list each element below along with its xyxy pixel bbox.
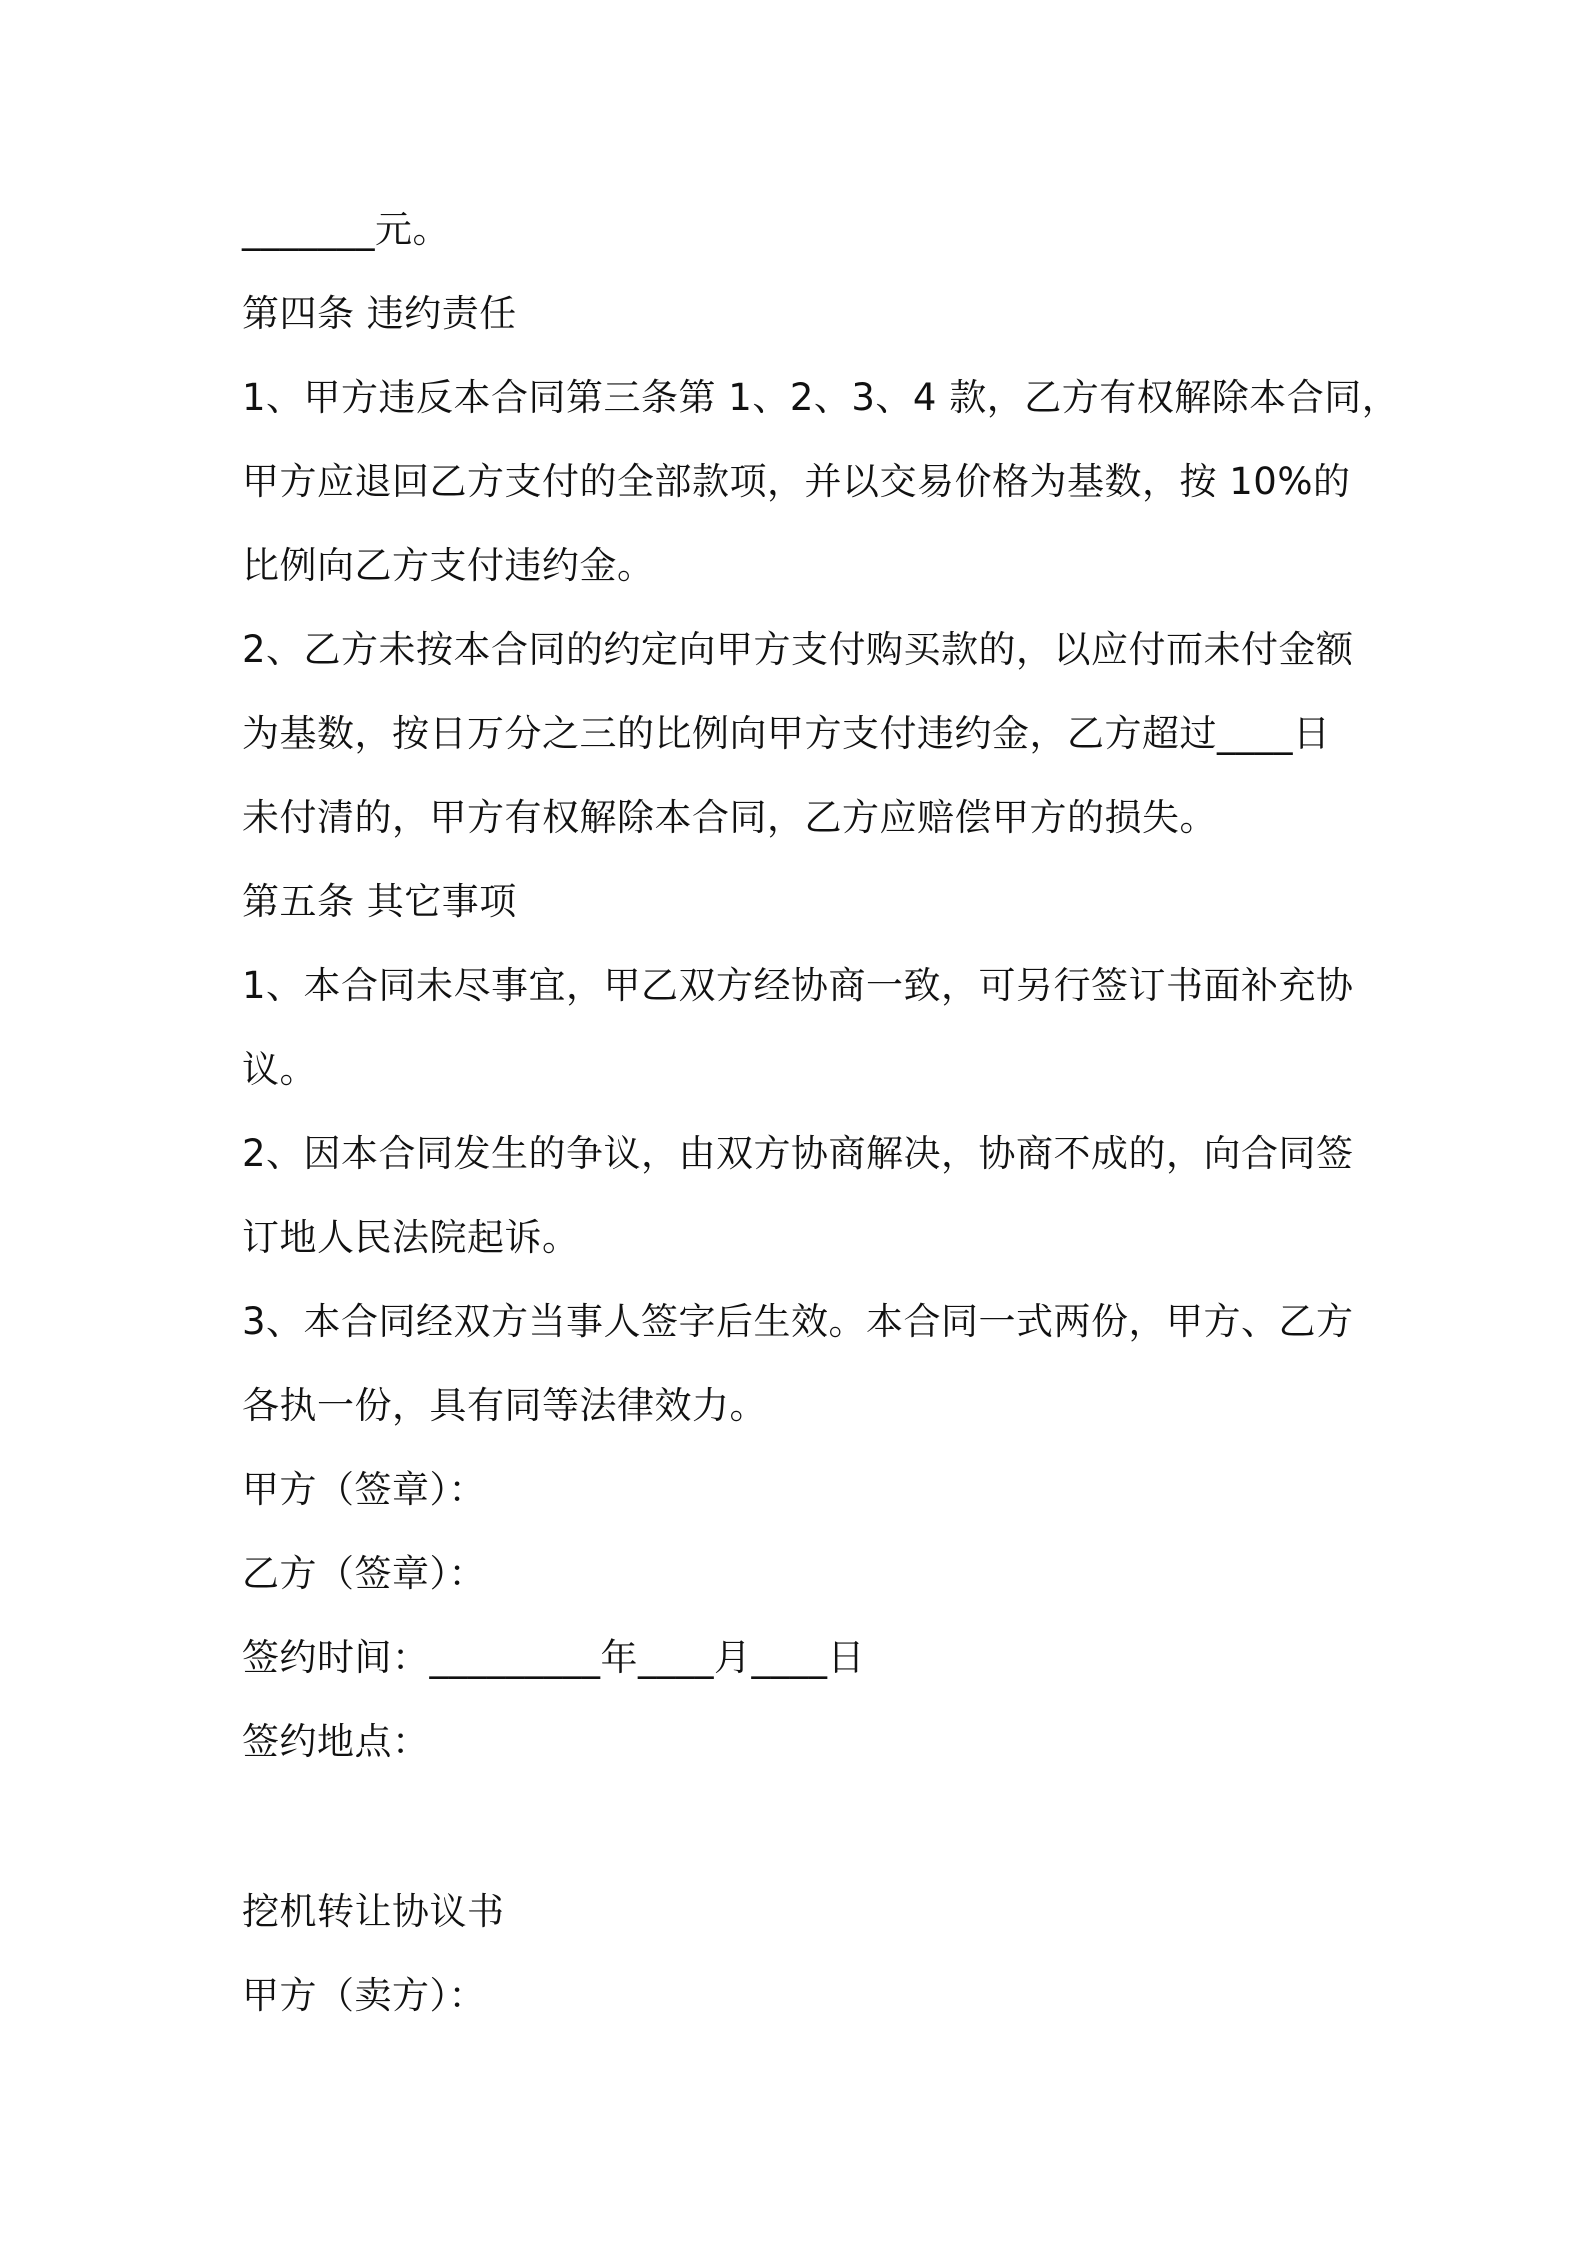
text-line: 议。 <box>242 1048 317 1091</box>
text-line: 为基数，按日万分之三的比例向甲方支付违约金，乙方超过____日 <box>242 712 1331 755</box>
text-line: 3、本合同经双方当事人签字后生效。本合同一式两份，甲方、乙方 <box>242 1300 1354 1343</box>
text-line: 未付清的，甲方有权解除本合同，乙方应赔偿甲方的损失。 <box>242 796 1217 839</box>
signing-place-line: 签约地点： <box>242 1720 430 1763</box>
text-line: 1、甲方违反本合同第三条第 1、2、3、4 款，乙方有权解除本合同， <box>242 376 1400 419</box>
text-line: 甲方应退回乙方支付的全部款项，并以交易价格为基数，按 10%的 <box>242 460 1351 503</box>
party-a-signature-line: 甲方（签章）： <box>242 1468 486 1511</box>
text-line: 比例向乙方支付违约金。 <box>242 544 655 587</box>
document-title: 挖机转让协议书 <box>242 1890 505 1933</box>
signing-date-line: 签约时间：_________年____月____日 <box>242 1636 865 1679</box>
text-line: 2、因本合同发生的争议，由双方协商解决，协商不成的，向合同签 <box>242 1132 1354 1175</box>
party-a-seller-line: 甲方（卖方）： <box>242 1974 486 2017</box>
article-4-heading: 第四条 违约责任 <box>242 292 517 335</box>
text-line: 1、本合同未尽事宜，甲乙双方经协商一致，可另行签订书面补充协 <box>242 964 1354 1007</box>
party-b-signature-line: 乙方（签章）： <box>242 1552 486 1595</box>
text-line-amount: _______元。 <box>242 208 450 251</box>
text-line: 各执一份，具有同等法律效力。 <box>242 1384 767 1427</box>
text-line: 订地人民法院起诉。 <box>242 1216 580 1259</box>
article-5-heading: 第五条 其它事项 <box>242 880 517 923</box>
text-line: 2、乙方未按本合同的约定向甲方支付购买款的，以应付而未付金额 <box>242 628 1354 671</box>
